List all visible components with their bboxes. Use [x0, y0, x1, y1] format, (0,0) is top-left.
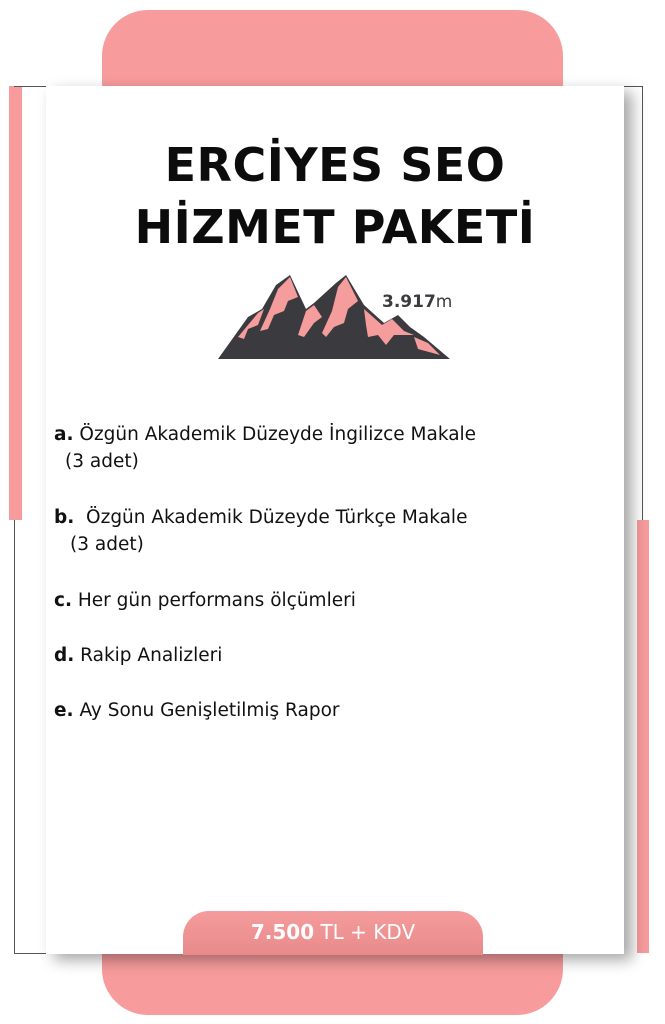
- list-item-marker: d.: [54, 645, 75, 666]
- price-amount: 7.500: [250, 920, 315, 944]
- list-item-text: Ay Sonu Genişletilmiş Rapor: [79, 700, 340, 721]
- decorative-right-bar: [637, 520, 649, 953]
- list-item-marker: e.: [54, 700, 74, 721]
- mountain-icon: [218, 275, 450, 361]
- decorative-left-bar: [9, 86, 22, 520]
- altitude-value: 3.917: [382, 292, 436, 312]
- list-item-marker: b.: [54, 507, 75, 528]
- title-line-2: HİZMET PAKETİ: [134, 200, 536, 254]
- list-item-continuation: (3 adet): [70, 534, 144, 555]
- altitude-unit: m: [435, 292, 453, 312]
- price-suffix: TL + KDV: [320, 920, 416, 944]
- package-card: [46, 86, 624, 954]
- list-item-text: Özgün Akademik Düzeyde İngilizce Makale: [79, 424, 477, 445]
- list-item: [54, 700, 340, 721]
- frame-line-right: [642, 86, 643, 520]
- package-title: [46, 134, 624, 258]
- list-item: [54, 424, 476, 472]
- list-item: [54, 645, 222, 666]
- list-item-text: Her gün performans ölçümleri: [77, 590, 356, 611]
- list-item-text: Özgün Akademik Düzeyde Türkçe Makale: [86, 507, 468, 528]
- list-item-continuation: (3 adet): [65, 451, 139, 472]
- list-item: [54, 507, 467, 555]
- list-item-marker: c.: [54, 590, 72, 611]
- list-item-text: Rakip Analizleri: [80, 645, 223, 666]
- title-line-1: ERCİYES SEO: [164, 138, 506, 192]
- list-item: [54, 590, 356, 611]
- list-item-marker: a.: [54, 424, 74, 445]
- altitude-label: [382, 292, 452, 312]
- price-badge: [183, 911, 483, 955]
- frame-line-left: [14, 520, 15, 953]
